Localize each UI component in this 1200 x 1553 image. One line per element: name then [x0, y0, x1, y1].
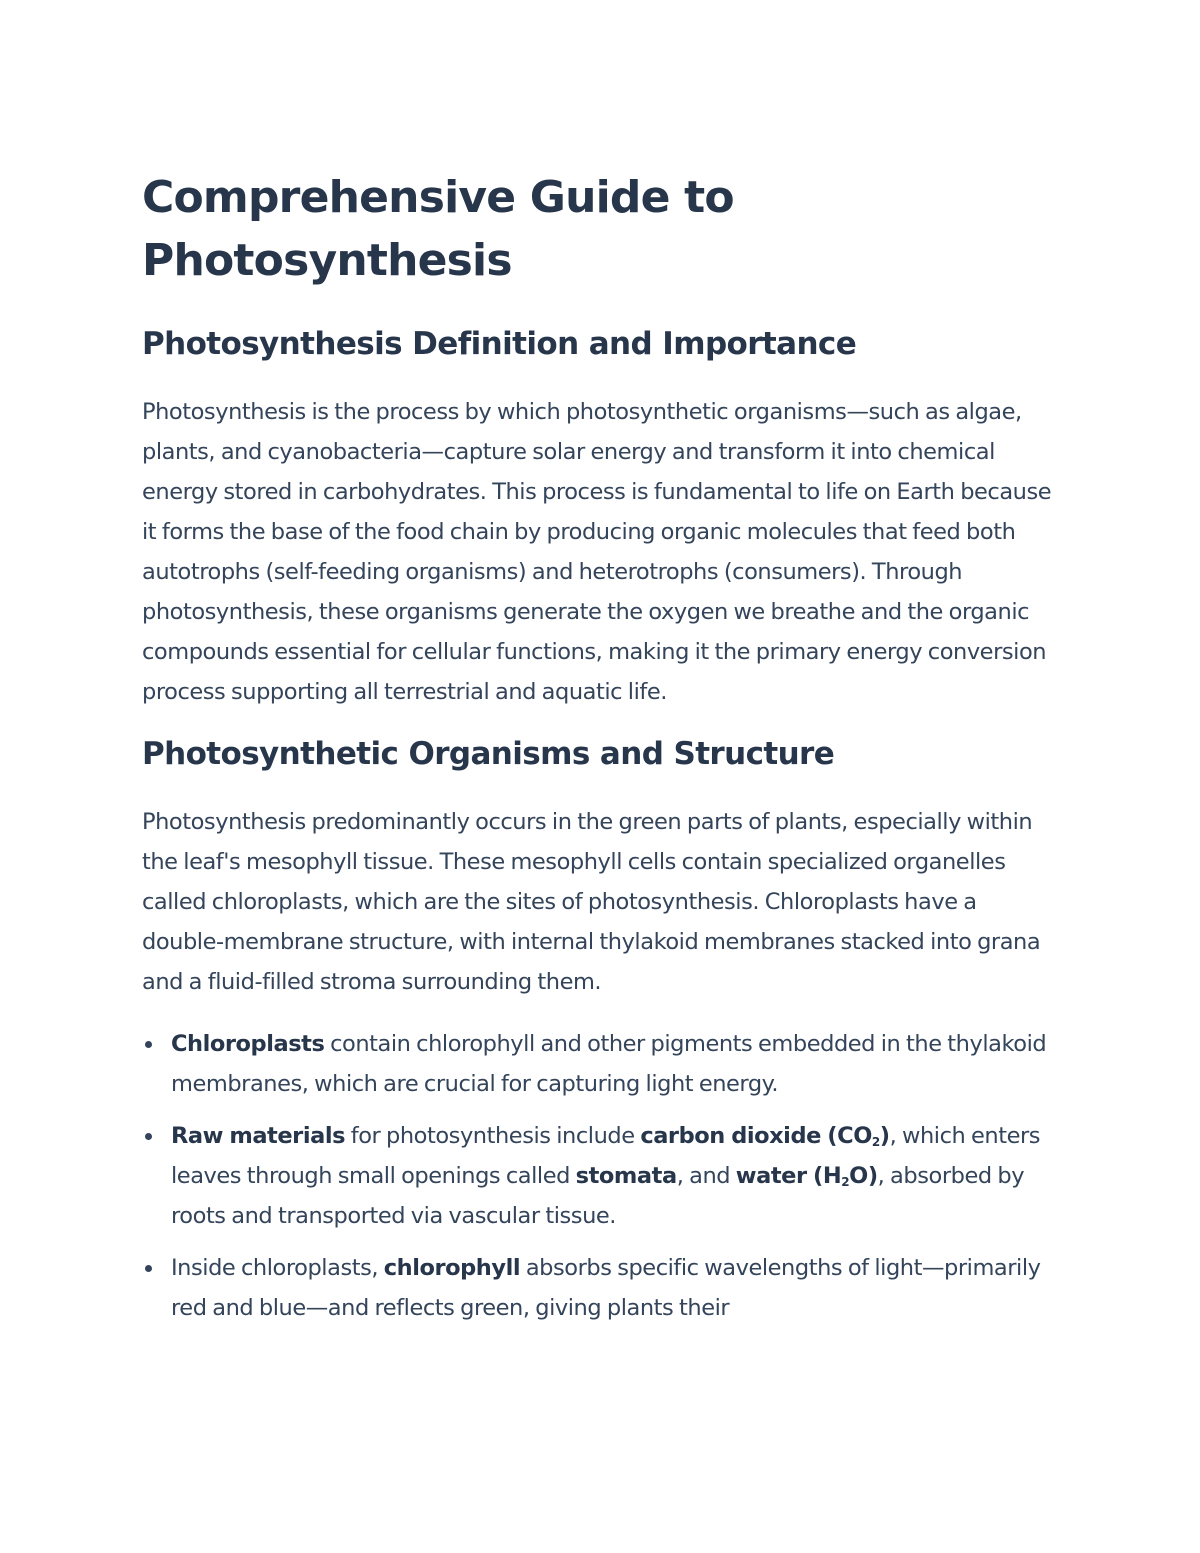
bullet-dot	[145, 1133, 152, 1140]
bold-term: stomata	[575, 1163, 677, 1189]
list-item	[142, 1116, 1062, 1236]
bullet-dot	[145, 1265, 152, 1272]
item-text: , and	[676, 1163, 736, 1189]
item-text: Inside chloroplasts,	[171, 1255, 384, 1281]
item-text: , absorbed by roots and transported via vascular tissue.	[171, 1163, 1025, 1229]
bold-term: Raw materials	[171, 1123, 346, 1149]
item-text: contain chlorophyll and other pigments embedded in the thylakoid membranes, which are crucial for capturing light energy.	[171, 1031, 1047, 1097]
bold-term	[736, 1163, 878, 1189]
list-item	[142, 1248, 1062, 1328]
document-page	[142, 166, 1062, 1340]
section-heading: Photosynthetic Organisms and Structure	[142, 736, 835, 772]
subscript: 2	[871, 1135, 880, 1149]
bullet-list	[142, 1024, 1062, 1328]
bold-text: water (H	[735, 1163, 842, 1189]
section-paragraph: Photosynthesis predominantly occurs in the green parts of plants, especially within the leaf's mesophyll tissue. These mesophyll cells contain specialized organelles called chloroplasts, which are the sites of photosynthesis. Chloroplasts have a double-membrane structure, with internal thylakoid membranes stacked into grana and a fluid-filled stroma surrounding them.	[142, 809, 1041, 995]
document-title: Comprehensive Guide to Photosynthesis	[142, 172, 734, 286]
bullet-dot	[145, 1041, 152, 1048]
item-text: for photosynthesis include	[345, 1123, 641, 1149]
section-paragraph: Photosynthesis is the process by which photosynthetic organisms—such as algae, plants, and cyanobacteria—capture solar energy and transform it into chemical energy stored in carbohydrates. This process is fundamental to life on Earth because it forms the base of the food chain by producing organic molecules that feed both autotrophs (self-feeding organisms) and heterotrophs (consumers). Through photosynthesis, these organisms generate the oxygen we breathe and the organic compounds essential for cellular functions, making it the primary energy conversion process supporting all terrestrial and aquatic life.	[142, 399, 1052, 705]
subscript: 2	[841, 1175, 850, 1189]
bold-text: O)	[849, 1163, 878, 1189]
section-heading: Photosynthesis Definition and Importance	[142, 326, 857, 362]
bold-text: )	[879, 1123, 890, 1149]
bold-term	[640, 1123, 889, 1149]
item-text: absorbs specific wavelengths of light—primarily red and blue—and reflects green, giving plants their	[171, 1255, 1041, 1321]
bold-term: chlorophyll	[383, 1255, 521, 1281]
bold-term: Chloroplasts	[171, 1031, 325, 1057]
bold-text: carbon dioxide (CO	[640, 1123, 872, 1149]
list-item	[142, 1024, 1062, 1104]
section-definition	[142, 324, 1062, 712]
section-organisms	[142, 734, 1062, 1328]
item-text: , which enters leaves through small openings called	[171, 1123, 1041, 1189]
